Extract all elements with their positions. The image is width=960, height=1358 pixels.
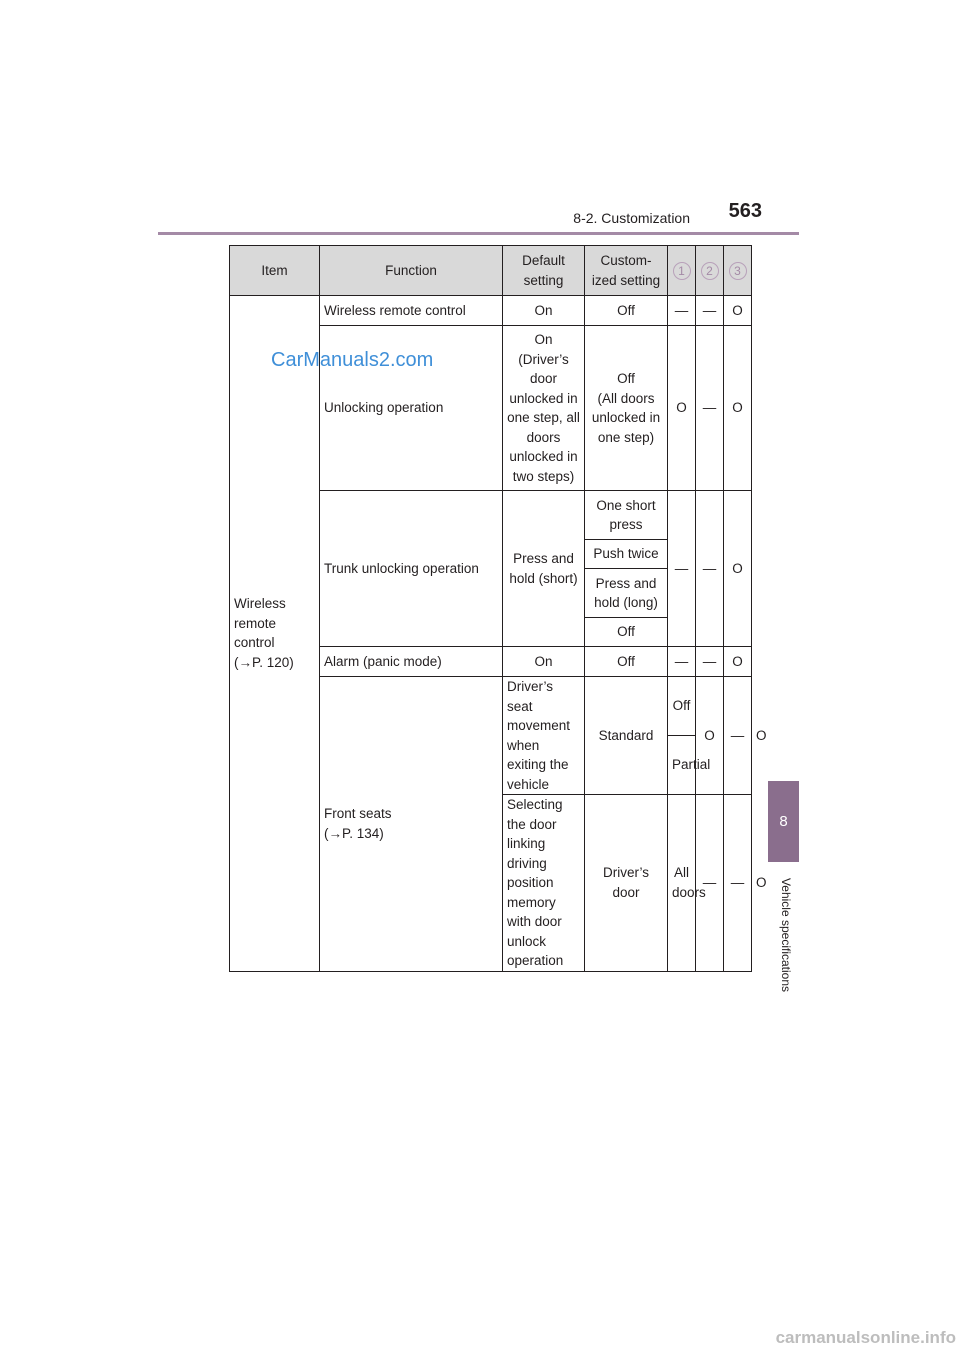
col3-cell: O	[724, 296, 752, 326]
item-wireless-remote: Wireless remote control (→P. 120)	[230, 296, 320, 972]
chapter-tab	[768, 781, 799, 862]
col2-cell: —	[696, 647, 724, 677]
col1-cell: —	[668, 647, 696, 677]
table-row	[230, 296, 752, 326]
function-cell: Trunk unlocking operation	[320, 491, 503, 647]
page-number: 563	[728, 200, 762, 222]
custom-cell: Off	[585, 647, 668, 677]
custom-cell: Off	[668, 677, 696, 736]
chapter-label: Vehicle specifications	[779, 877, 793, 993]
custom-cell: One short press	[585, 491, 668, 540]
header-customized-setting: Custom- ized setting	[585, 246, 668, 296]
custom-cell: Off	[585, 296, 668, 326]
col2-cell: —	[724, 795, 752, 972]
function-cell: Unlocking operation	[320, 326, 503, 491]
default-cell: On (Driver’s door unlocked in one step, all doors unlocked in two steps)	[503, 326, 585, 491]
header-col-3	[724, 246, 752, 296]
footer-watermark-text: carmanualsonline.info	[775, 1328, 956, 1347]
col2-cell: —	[696, 326, 724, 491]
section-title: 8-2. Customization	[573, 210, 690, 226]
col3-cell: O	[724, 647, 752, 677]
col1-cell: —	[668, 491, 696, 647]
table-row: Front seats (→P. 134) Driver’s seat movement when exiting the vehicle Standard Off O — O	[230, 677, 752, 736]
table-header-row	[230, 246, 752, 296]
col3-cell: O	[724, 326, 752, 491]
header-divider	[158, 232, 799, 235]
table-row: Selecting the door linking driving position memory with door unlock operation Driver’s door All doors — — O	[230, 795, 752, 972]
circle-1-icon: 1	[673, 262, 691, 280]
function-cell: Alarm (panic mode)	[320, 647, 503, 677]
custom-cell: Press and hold (long)	[585, 569, 668, 618]
watermark-text: CarManuals2.com	[271, 349, 434, 371]
circle-2-icon: 2	[701, 262, 719, 280]
col1-cell: O	[696, 677, 724, 795]
function-cell: Selecting the door linking driving position memory with door unlock operation	[503, 795, 585, 972]
header-col-2	[696, 246, 724, 296]
header-function: Function	[320, 246, 503, 296]
function-cell: Wireless remote control	[320, 296, 503, 326]
col3-cell: O	[724, 491, 752, 647]
col2-cell: —	[696, 296, 724, 326]
col1-cell: —	[668, 296, 696, 326]
chapter-number: 8	[779, 813, 788, 830]
header-col-1	[668, 246, 696, 296]
default-cell: On	[503, 647, 585, 677]
default-cell: Driver’s door	[585, 795, 668, 972]
default-cell: Standard	[585, 677, 668, 795]
header-item: Item	[230, 246, 320, 296]
col2-cell: —	[724, 677, 752, 795]
custom-cell: Push twice	[585, 540, 668, 569]
custom-cell: Off	[585, 618, 668, 647]
col2-cell: —	[696, 491, 724, 647]
default-cell: Press and hold (short)	[503, 491, 585, 647]
col1-cell: O	[668, 326, 696, 491]
col1-cell: —	[696, 795, 724, 972]
circle-3-icon: 3	[729, 262, 747, 280]
custom-cell: All doors	[668, 795, 696, 972]
item-front-seats: Front seats (→P. 134)	[320, 677, 503, 972]
function-cell: Driver’s seat movement when exiting the vehicle	[503, 677, 585, 795]
default-cell: On	[503, 296, 585, 326]
custom-cell: Partial	[668, 736, 696, 795]
custom-cell: Off (All doors unlocked in one step)	[585, 326, 668, 491]
header-default-setting: Default setting	[503, 246, 585, 296]
